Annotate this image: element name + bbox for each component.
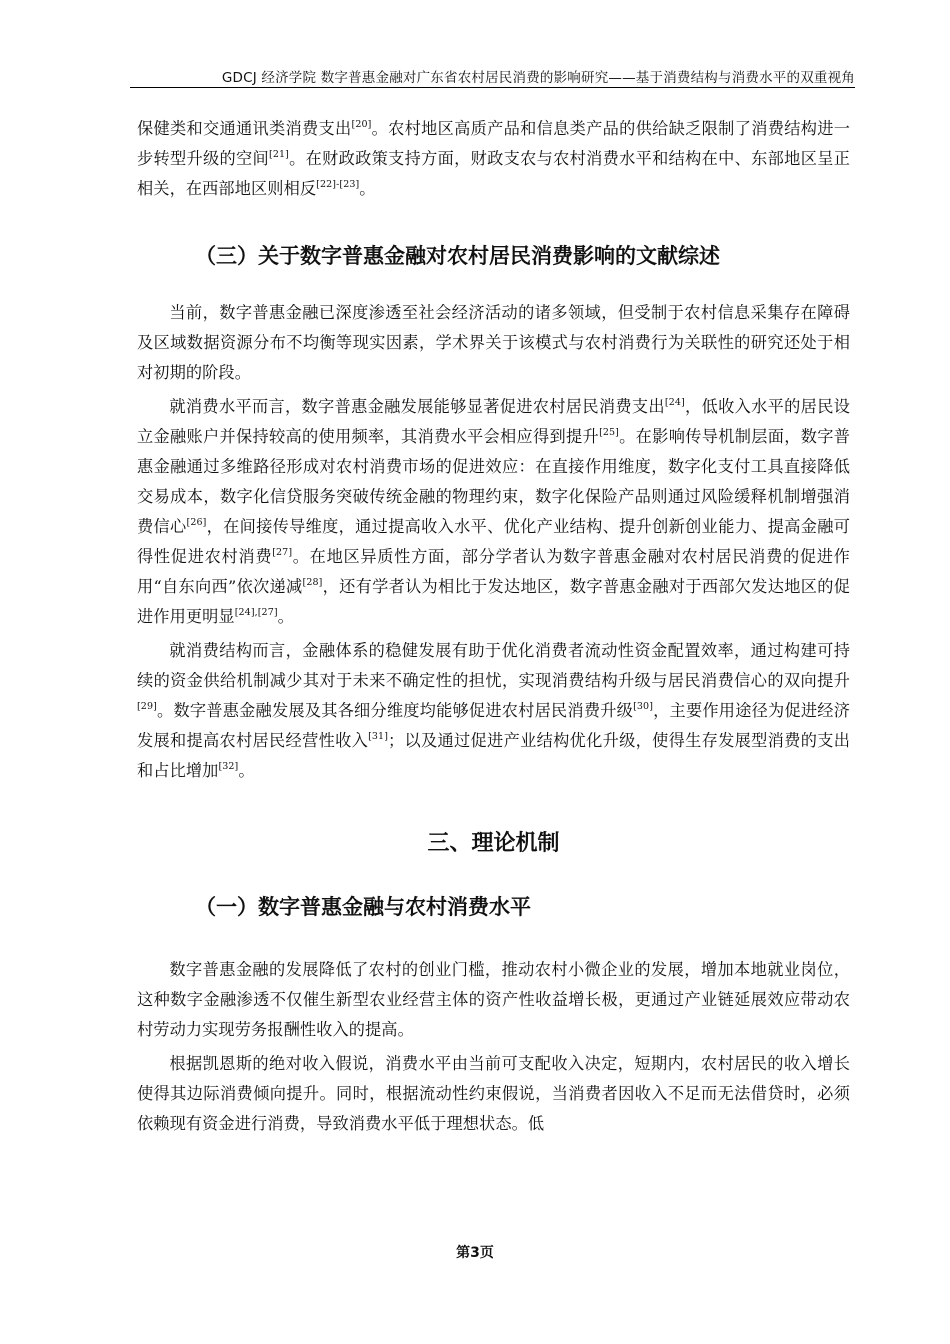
text-run: ，主要作用途径为促进经济发展和提高农村居民经营性收入	[137, 701, 850, 750]
citation: [27]	[272, 547, 293, 558]
chapter-heading-theory: 三、理论机制	[427, 831, 560, 856]
paragraph-current-state: 当前，数字普惠金融已深度渗透至社会经济活动的诸多领域，但受制于农村信息采集存在障碍及区域数据资源分布不均衡等现实因素，学术界关于该模式与农村消费行为关联性的研究还处于相对初期的阶段。	[137, 303, 850, 382]
citation: [24],[27]	[234, 607, 278, 618]
citation: [26]	[186, 517, 207, 528]
page-body	[137, 114, 850, 1139]
paragraph-entrepreneurship: 数字普惠金融的发展降低了农村的创业门槛，推动农村小微企业的发展，增加本地就业岗位，这种数字金融渗透不仅催生新型农业经营主体的资产性收益增长极，更通过产业链延展效应带动农村劳动力实现劳务报酬性收入的提高。	[137, 960, 850, 1039]
citation: [22]-[23]	[316, 179, 360, 190]
text-run: 。农村地区高质产品和信息类产品的供给缺乏限制了消费结构进一步转型升级的空间	[137, 119, 850, 168]
paragraph-keynes-hypothesis: 根据凯恩斯的绝对收入假说，消费水平由当前可支配收入决定，短期内，农村居民的收入增长使得其边际消费倾向提升。同时，根据流动性约束假说，当消费者因收入不足而无法借贷时，必须依赖现有资金进行消费，导致消费水平低于理想状态。低	[137, 1054, 850, 1133]
citation: [32]	[218, 761, 239, 772]
text-run: ；以及通过促进产业结构优化升级，使得生存发展型消费的支出和占比增加	[137, 731, 850, 780]
text-run: ，还有学者认为相比于发达地区，数字普惠金融对于西部欠发达地区的促进作用更明显	[137, 577, 850, 626]
text-run: 。在地区异质性方面，部分学者认为数字普惠金融对农村居民消费的促进作用“自东向西”依次递减	[137, 547, 850, 596]
text-run: 就消费结构而言，金融体系的稳健发展有助于优化消费者流动性资金配置效率，通过构建可持续的资金供给机制减少其对于未来不确定性的担忧，实现消费结构升级与居民消费信心的双向提升	[137, 641, 850, 690]
text-run: ，低收入水平的居民设立金融账户并保持较高的使用频率，其消费水平会相应得到提升	[137, 397, 851, 446]
citation: [20]	[351, 119, 372, 130]
paragraph-consumption-structure	[137, 636, 850, 786]
subsection-heading-consumption-level: （一）数字普惠金融与农村消费水平	[195, 895, 531, 919]
citation: [25]	[599, 427, 619, 438]
paragraph-continuation	[137, 114, 850, 204]
citation: [21]	[269, 149, 289, 160]
text-run: 。数字普惠金融发展及其各细分维度均能够促进农村居民消费升级	[156, 701, 634, 720]
citation: [28]	[302, 577, 323, 588]
text-run: 。	[359, 179, 376, 198]
text-run: 。在影响传导机制层面，数字普惠金融通过多维路径形成对农村消费市场的促进效应：在直接作用维度，数字化支付工具直接降低交易成本，数字化信贷服务突破传统金融的物理约束，数字化保险产品则通过风险缓释机制增强消费信心	[137, 427, 850, 536]
page-number: 第3页	[456, 1245, 494, 1261]
section-heading-literature-review: （三）关于数字普惠金融对农村居民消费影响的文献综述	[195, 244, 720, 268]
citation: [30]	[633, 701, 653, 712]
citation: [24]	[664, 397, 685, 408]
paragraph-consumption-level	[137, 392, 850, 632]
text-run: 。	[238, 761, 255, 780]
text-run: 。	[277, 607, 294, 626]
running-header: GDCJ 经济学院 数字普惠金融对广东省农村居民消费的影响研究——基于消费结构与消费水平的双重视角	[221, 70, 855, 86]
text-run: ，在间接传导维度，通过提高收入水平、优化产业结构、提升创新创业能力、提高金融可得性促进农村消费	[137, 517, 850, 566]
citation: [29]	[137, 701, 157, 712]
header-rule	[130, 87, 855, 88]
text-run: 就消费水平而言，数字普惠金融发展能够显著促进农村居民消费支出	[169, 397, 665, 416]
citation: [31]	[368, 731, 389, 742]
text-run: 。在财政政策支持方面，财政支农与农村消费水平和结构在中、东部地区呈正相关，在西部地区则相反	[137, 149, 850, 198]
text-run: 保健类和交通通讯类消费支出	[137, 119, 352, 138]
